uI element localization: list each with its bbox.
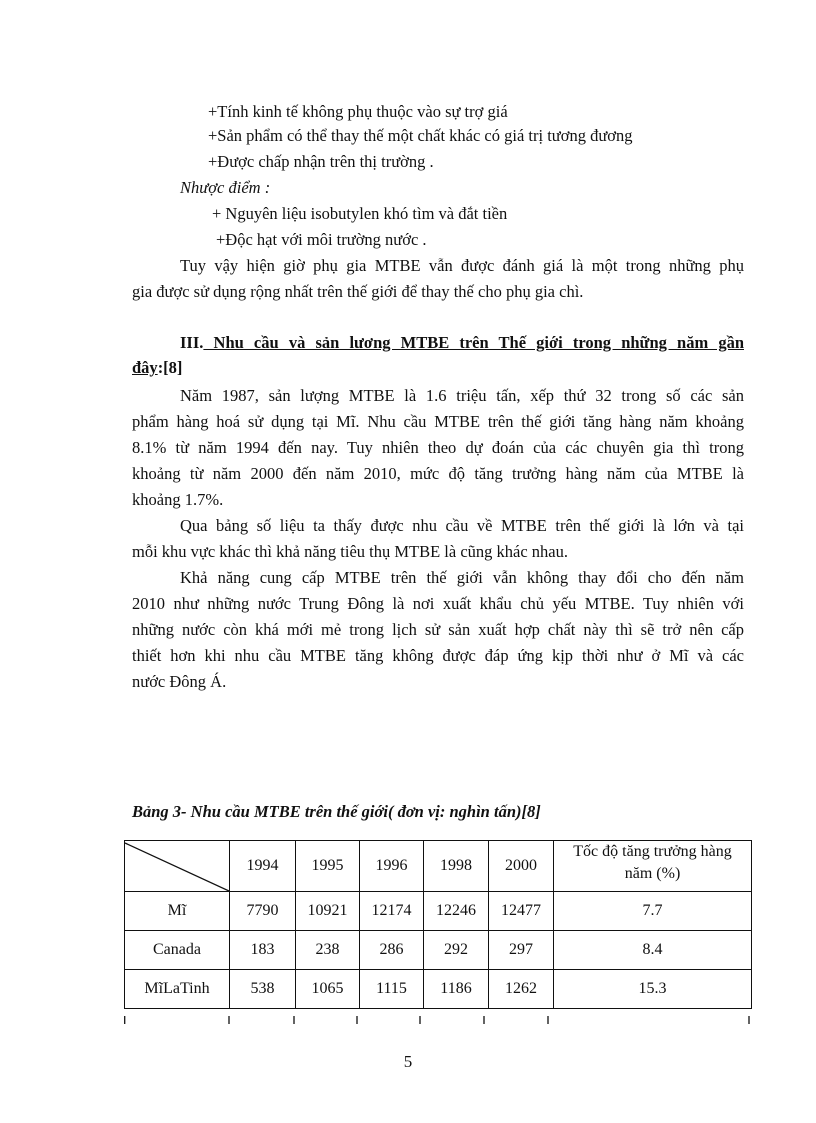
paragraph-line: 2010 như những nước Trung Đông là nơi xuất khẩu chủ yếu MTBE. Tuy nhiên với bbox=[132, 594, 744, 613]
year-header: 1998 bbox=[424, 841, 489, 892]
section-title-line1: Nhu cầu và sản lương MTBE trên Thế giới trong những năm gần bbox=[203, 333, 744, 352]
paragraph-line: khoảng 1.7%. bbox=[132, 490, 224, 509]
year-header: 2000 bbox=[489, 841, 554, 892]
region-cell: MĩLaTinh bbox=[125, 970, 230, 1009]
value-cell: 538 bbox=[230, 970, 296, 1009]
paragraph-line: Khả năng cung cấp MTBE trên thế giới vẫn không thay đổi cho đến năm bbox=[180, 568, 744, 587]
section-ref: :[8] bbox=[157, 358, 183, 377]
table-header-row bbox=[125, 841, 752, 892]
region-cell: Mĩ bbox=[125, 892, 230, 931]
growth-header-line2: năm (%) bbox=[624, 865, 681, 882]
paragraph-line: Năm 1987, sản lượng MTBE là 1.6 triệu tấn, xếp thứ 32 trong số các sản bbox=[180, 386, 744, 405]
value-cell: 10921 bbox=[296, 892, 360, 931]
paragraph-line: thiết hơn khi nhu cầu MTBE tăng không được đáp ứng kịp thời như ở Mĩ và các bbox=[132, 646, 744, 665]
table-row bbox=[125, 892, 752, 931]
section-heading-cont bbox=[132, 358, 182, 378]
diagonal-header-cell bbox=[125, 841, 230, 892]
value-cell: 7790 bbox=[230, 892, 296, 931]
growth-cell: 8.4 bbox=[554, 931, 752, 970]
demand-table bbox=[124, 840, 752, 1009]
value-cell: 1115 bbox=[360, 970, 424, 1009]
paragraph-line: khoảng từ năm 2000 đến năm 2010, mức độ tăng trưởng hàng năm của MTBE là bbox=[132, 464, 744, 483]
paragraph-line: gia được sử dụng rộng nhất trên thế giới để thay thế cho phụ gia chì. bbox=[132, 282, 584, 301]
value-cell: 297 bbox=[489, 931, 554, 970]
paragraph-line: 8.1% từ năm 1994 đến nay. Tuy nhiên theo dự đoán của các chuyên gia thì trong bbox=[132, 438, 744, 457]
table-caption: Bảng 3- Nhu cầu MTBE trên thế giới( đơn vị: nghìn tấn)[8] bbox=[132, 802, 541, 821]
growth-cell: 15.3 bbox=[554, 970, 752, 1009]
section-number: III. bbox=[180, 333, 204, 352]
value-cell: 238 bbox=[296, 931, 360, 970]
paragraph-line: Tuy vậy hiện giờ phụ gia MTBE vẫn được đánh giá là một trong những phụ bbox=[180, 256, 744, 275]
year-header: 1996 bbox=[360, 841, 424, 892]
value-cell: 1186 bbox=[424, 970, 489, 1009]
paragraph-line: mỗi khu vực khác thì khả năng tiêu thụ MTBE là cũng khác nhau. bbox=[132, 542, 569, 561]
disadvantage-item: +Độc hạt với môi trường nước . bbox=[216, 230, 427, 249]
growth-cell: 7.7 bbox=[554, 892, 752, 931]
table-row bbox=[125, 970, 752, 1009]
table-row bbox=[125, 931, 752, 970]
advantage-item: +Được chấp nhận trên thị trường . bbox=[208, 152, 434, 171]
diagonal-line bbox=[125, 841, 229, 891]
value-cell: 292 bbox=[424, 931, 489, 970]
disadvantages-heading: Nhược điểm : bbox=[180, 178, 271, 197]
growth-header bbox=[554, 841, 752, 892]
paragraph-line: những nước còn khá mới mẻ trong lịch sử sản xuất hợp chất này thì sẽ trở nên cấp bbox=[132, 620, 744, 639]
paragraph-line: Qua bảng số liệu ta thấy được nhu cầu về MTBE trên thế giới là lớn và tại bbox=[180, 516, 744, 535]
cut-off-row bbox=[124, 1016, 750, 1024]
page-number: 5 bbox=[403, 1052, 413, 1071]
section-title-line2: đây bbox=[132, 358, 158, 377]
value-cell: 12477 bbox=[489, 892, 554, 931]
disadvantage-item: + Nguyên liệu isobutylen khó tìm và đắt tiền bbox=[212, 204, 508, 223]
value-cell: 183 bbox=[230, 931, 296, 970]
value-cell: 1065 bbox=[296, 970, 360, 1009]
year-header: 1994 bbox=[230, 841, 296, 892]
advantage-item: +Sản phẩm có thể thay thế một chất khác có giá trị tương đương bbox=[208, 126, 633, 145]
paragraph-line: nước Đông Á. bbox=[132, 672, 227, 691]
year-header: 1995 bbox=[296, 841, 360, 892]
region-cell: Canada bbox=[125, 931, 230, 970]
value-cell: 1262 bbox=[489, 970, 554, 1009]
growth-header-line1: Tốc độ tăng trưởng hàng bbox=[573, 843, 732, 860]
section-heading bbox=[180, 333, 744, 353]
value-cell: 12174 bbox=[360, 892, 424, 931]
advantage-item: +Tính kinh tế không phụ thuộc vào sự trợ giá bbox=[208, 102, 508, 121]
value-cell: 286 bbox=[360, 931, 424, 970]
paragraph-line: phẩm hàng hoá sử dụng tại Mĩ. Nhu cầu MTBE trên thế giới tăng hàng năm khoảng bbox=[132, 412, 744, 431]
value-cell: 12246 bbox=[424, 892, 489, 931]
